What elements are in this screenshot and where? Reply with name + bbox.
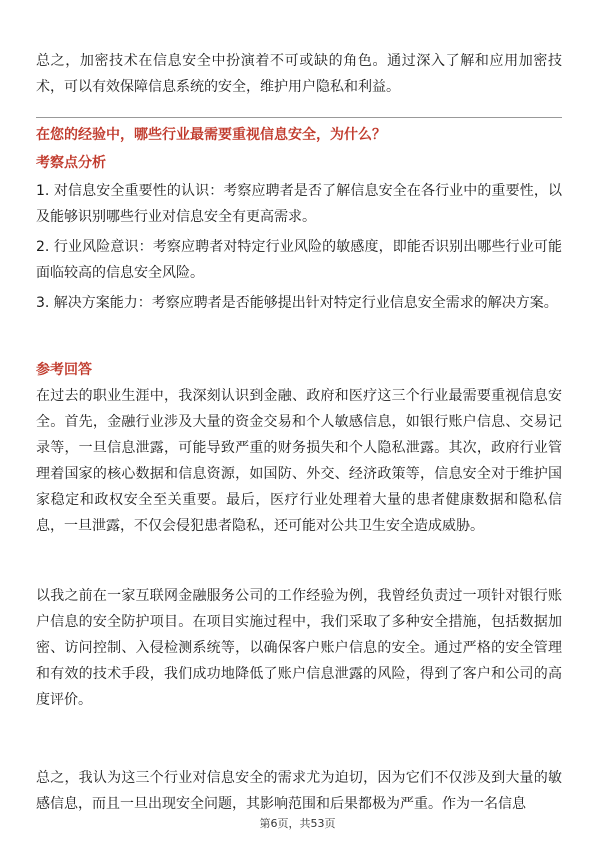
analysis-item: 2. 行业风险意识：考察应聘者对特定行业风险的敏感度，即能否识别出哪些行业可能面临较高的信息安全风险。: [36, 239, 562, 281]
question-title: 在您的经验中，哪些行业最需要重视信息安全，为什么？: [36, 127, 386, 143]
analysis-item: 1. 对信息安全重要性的认识：考察应聘者是否了解信息安全在各行业中的重要性，以及能够识别哪些行业对信息安全有更高需求。: [36, 183, 562, 225]
page-number: 第6页，共53页: [259, 817, 336, 830]
analysis-heading: 考察点分析: [36, 155, 106, 171]
answer-heading: 参考回答: [36, 362, 92, 378]
analysis-item: 3. 解决方案能力：考察应聘者是否能够提出针对特定行业信息安全需求的解决方案。: [36, 295, 558, 311]
answer-paragraph: 以我之前在一家互联网金融服务公司的工作经验为例，我曾经负责过一项针对银行账户信息的安全防护项目。在项目实施过程中，我们采取了多种安全措施，包括数据加密、访问控制、入侵检测系统等，以确保客户账户信息的安全。通过严格的安全管理和有效的技术手段，我们成功地降低了账户信息泄露的风险，得到了客户和公司的高度评价。: [36, 588, 562, 708]
section-divider: [36, 117, 562, 118]
answer-paragraph: 总之，我认为这三个行业对信息安全的需求尤为迫切，因为它们不仅涉及到大量的敏感信息，而且一旦出现安全问题，其影响范围和后果都极为严重。作为一名信息: [36, 770, 562, 812]
analysis-list: [36, 178, 562, 320]
intro-paragraph: 总之，加密技术在信息安全中扮演着不可或缺的角色。通过深入了解和应用加密技术，可以有效保障信息系统的安全，维护用户隐私和利益。: [36, 53, 562, 95]
answer-paragraph: 在过去的职业生涯中，我深刻认识到金融、政府和医疗这三个行业最需要重视信息安全。首先，金融行业涉及大量的资金交易和个人敏感信息，如银行账户信息、交易记录等，一旦信息泄露，可能导致严重的财务损失和个人隐私泄露。其次，政府行业管理着国家的核心数据和信息资源，如国防、外交、经济政策等，信息安全对于维护国家稳定和政权安全至关重要。最后，医疗行业处理着大量的患者健康数据和隐私信息，一旦泄露，不仅会侵犯患者隐私，还可能对公共卫生安全造成威胁。: [36, 388, 562, 534]
